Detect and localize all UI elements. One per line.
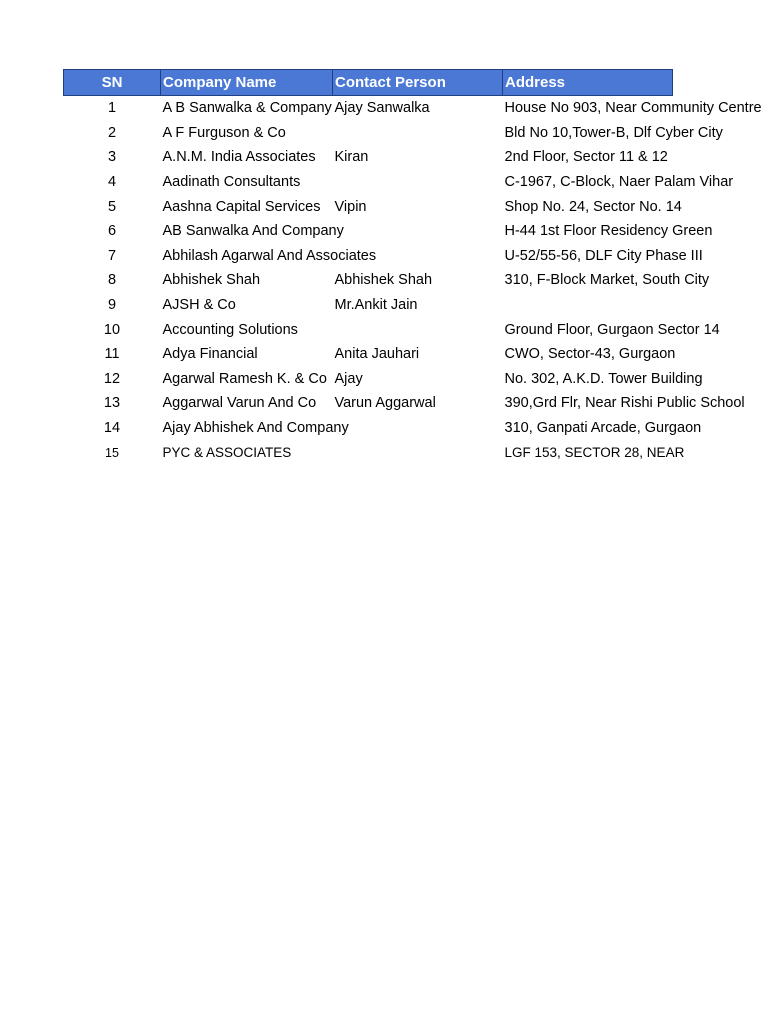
cell-address-text: Ground Floor, Gurgaon Sector 14	[504, 321, 720, 338]
cell-company-name-text: Accounting Solutions	[162, 321, 298, 338]
cell-company-name[interactable]	[161, 440, 333, 465]
cell-contact-person[interactable]	[333, 268, 503, 293]
cell-sn[interactable]	[64, 268, 161, 293]
cell-contact-person-text: Vipin	[334, 198, 367, 215]
cell-address-text: 310, Ganpati Arcade, Gurgaon	[504, 420, 702, 437]
cell-company-name[interactable]	[161, 194, 333, 219]
cell-address[interactable]	[503, 121, 723, 146]
cell-company-name-text: AJSH & Co	[162, 297, 236, 314]
cell-address[interactable]	[503, 416, 702, 441]
cell-contact-person-text: Mr.Ankit Jain	[334, 297, 418, 314]
cell-sn-text: 1	[107, 100, 117, 117]
cell-address-text: House No 903, Near Community Centre	[504, 100, 762, 117]
cell-contact-person[interactable]	[333, 170, 503, 195]
cell-company-name[interactable]	[161, 96, 333, 121]
table-row	[64, 194, 673, 219]
cell-address-text: 310, F-Block Market, South City	[504, 272, 710, 289]
cell-sn-text: 14	[103, 420, 121, 437]
table-body	[64, 96, 762, 465]
cell-sn-text: 7	[107, 247, 117, 264]
cell-address-text: 2nd Floor, Sector 11 & 12	[504, 149, 668, 166]
table-row	[64, 391, 673, 416]
cell-sn-text: 3	[107, 149, 117, 166]
cell-company-name-text: Aashna Capital Services	[162, 198, 321, 215]
cell-sn[interactable]	[64, 194, 161, 219]
cell-sn-text: 5	[107, 198, 117, 215]
cell-company-name-text: AB Sanwalka And Company	[162, 223, 344, 240]
cell-company-name-text: Adya Financial	[162, 346, 258, 363]
cell-company-name-text: Abhilash Agarwal And Associates	[162, 247, 377, 264]
cell-company-name-text: Aadinath Consultants	[162, 174, 301, 191]
cell-address[interactable]	[503, 170, 734, 195]
cell-company-name-text: Abhishek Shah	[162, 272, 261, 289]
cell-company-name-text: A B Sanwalka & Company	[162, 100, 332, 117]
cell-sn-text: 11	[104, 346, 120, 363]
cell-company-name-text: Ajay Abhishek And Company	[162, 420, 349, 437]
cell-contact-person[interactable]	[333, 342, 503, 367]
table-row	[64, 244, 673, 269]
cell-contact-person[interactable]	[333, 317, 503, 342]
table-row	[64, 342, 673, 367]
header-row	[64, 70, 673, 96]
cell-sn-text: 8	[107, 272, 117, 289]
table-row	[64, 219, 673, 244]
cell-contact-person-text: Kiran	[334, 149, 369, 166]
cell-contact-person[interactable]	[333, 194, 503, 219]
cell-address-text: LGF 153, SECTOR 28, NEAR	[504, 445, 685, 461]
cell-company-name-text: Aggarwal Varun And Co	[162, 395, 317, 412]
cell-address[interactable]	[503, 391, 745, 416]
cell-sn[interactable]	[64, 367, 161, 392]
cell-sn[interactable]	[64, 391, 161, 416]
cell-address-text: U-52/55-56, DLF City Phase III	[504, 247, 703, 264]
cell-address-text: No. 302, A.K.D. Tower Building	[504, 370, 703, 387]
header-address[interactable]: Address	[503, 70, 673, 96]
cell-sn[interactable]	[64, 219, 161, 244]
cell-company-name[interactable]	[161, 219, 344, 244]
cell-company-name[interactable]	[161, 170, 333, 195]
cell-sn[interactable]	[64, 244, 161, 269]
table-row	[64, 170, 673, 195]
spreadsheet	[63, 69, 762, 465]
table-row	[64, 293, 673, 318]
cell-sn-text: 6	[107, 223, 117, 240]
cell-address-text: H-44 1st Floor Residency Green	[504, 223, 713, 240]
cell-address[interactable]	[503, 440, 685, 465]
cell-address-text: Shop No. 24, Sector No. 14	[504, 198, 682, 215]
cell-company-name[interactable]	[161, 367, 333, 392]
cell-address[interactable]	[503, 268, 710, 293]
table-row	[64, 145, 673, 170]
table-row	[64, 367, 673, 392]
table-row	[64, 268, 673, 293]
cell-contact-person[interactable]	[333, 219, 503, 244]
cell-company-name-text: A.N.M. India Associates	[162, 149, 316, 166]
cell-company-name-text: PYC & ASSOCIATES	[162, 445, 292, 461]
cell-company-name[interactable]	[161, 244, 377, 269]
cell-company-name[interactable]	[161, 268, 333, 293]
cell-address[interactable]	[503, 317, 720, 342]
header-company-name[interactable]: Company Name	[161, 70, 333, 96]
cell-contact-person[interactable]	[333, 367, 503, 392]
cell-sn[interactable]	[64, 96, 161, 121]
cell-address[interactable]	[503, 219, 713, 244]
cell-sn[interactable]	[64, 145, 161, 170]
cell-address[interactable]	[503, 96, 762, 121]
header-sn[interactable]: SN	[64, 70, 161, 96]
cell-contact-person[interactable]	[333, 391, 503, 416]
table-row	[64, 121, 673, 146]
cell-contact-person-text: Varun Aggarwal	[334, 395, 436, 412]
cell-sn[interactable]	[64, 416, 161, 441]
cell-contact-person-text: Ajay Sanwalka	[334, 100, 430, 117]
cell-address[interactable]	[503, 244, 703, 269]
cell-address[interactable]	[503, 194, 682, 219]
cell-company-name[interactable]	[161, 391, 333, 416]
cell-contact-person[interactable]	[333, 440, 503, 465]
cell-address-text: Bld No 10,Tower-B, Dlf Cyber City	[504, 124, 723, 141]
table-row	[64, 440, 673, 465]
cell-sn-text: 2	[107, 124, 117, 141]
cell-sn-text: 10	[103, 321, 121, 338]
cell-contact-person[interactable]	[333, 145, 503, 170]
cell-address-text: CWO, Sector-43, Gurgaon	[504, 346, 676, 363]
cell-sn[interactable]	[64, 440, 161, 465]
cell-address[interactable]	[503, 367, 703, 392]
cell-contact-person[interactable]	[333, 121, 503, 146]
cell-contact-person-text: Ajay	[334, 370, 363, 387]
cell-contact-person[interactable]	[333, 293, 503, 318]
cell-company-name[interactable]	[161, 342, 333, 367]
cell-sn[interactable]	[64, 170, 161, 195]
cell-contact-person-text: Abhishek Shah	[334, 272, 433, 289]
cell-sn[interactable]	[64, 121, 161, 146]
cell-company-name[interactable]	[161, 416, 349, 441]
cell-sn[interactable]	[64, 317, 161, 342]
cell-company-name[interactable]	[161, 293, 333, 318]
cell-company-name[interactable]	[161, 145, 333, 170]
cell-address[interactable]	[503, 145, 673, 170]
cell-address-text: 390,Grd Flr, Near Rishi Public School	[504, 395, 745, 412]
cell-company-name-text: A F Furguson & Co	[162, 124, 286, 141]
cell-sn-text: 9	[107, 297, 117, 314]
cell-address[interactable]	[503, 293, 673, 318]
cell-company-name-text: Agarwal Ramesh K. & Co	[162, 370, 327, 387]
company-table	[63, 69, 762, 465]
table-row	[64, 416, 673, 441]
cell-sn-text: 4	[107, 174, 117, 191]
table-row	[64, 96, 673, 121]
cell-sn-text: 13	[103, 395, 121, 412]
cell-sn[interactable]	[64, 293, 161, 318]
cell-address-text: C-1967, C-Block, Naer Palam Vihar	[504, 174, 734, 191]
cell-contact-person[interactable]	[333, 96, 503, 121]
cell-sn[interactable]	[64, 342, 161, 367]
table-row	[64, 317, 673, 342]
cell-address[interactable]	[503, 342, 676, 367]
header-contact-person[interactable]: Contact Person	[333, 70, 503, 96]
cell-sn-text: 15	[105, 445, 119, 460]
cell-company-name[interactable]	[161, 317, 333, 342]
cell-contact-person[interactable]	[333, 416, 503, 441]
cell-company-name[interactable]	[161, 121, 333, 146]
cell-sn-text: 12	[103, 370, 121, 387]
cell-contact-person-text: Anita Jauhari	[334, 346, 420, 363]
